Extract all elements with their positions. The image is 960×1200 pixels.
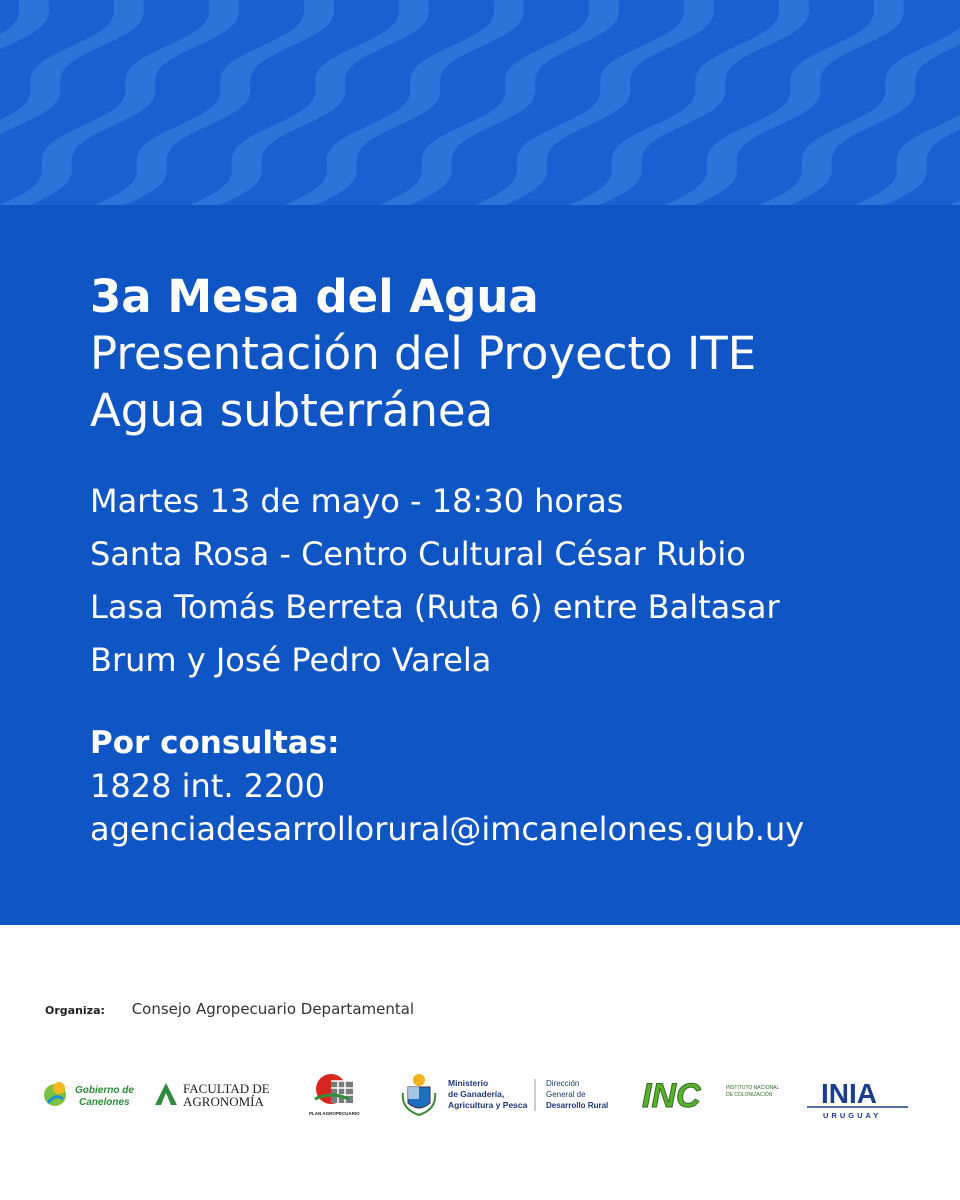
contact-email[interactable]: agenciadesarrollorural@imcanelones.gub.uy [90, 810, 805, 848]
contact-block [90, 722, 930, 851]
inc-logo [640, 1075, 790, 1115]
facultad-text-2: AGRONOMÍA [183, 1094, 264, 1109]
inc-sub-2: DE COLONIZACIÓN [726, 1092, 773, 1098]
title-block [90, 268, 930, 439]
organiza-label: Organiza: [45, 1004, 105, 1017]
contact-phone: 1828 int. 2200 [90, 767, 326, 805]
plan-agropecuario-logo [305, 1069, 365, 1119]
mgap-text-3: Agricultura y Pesca [448, 1100, 528, 1110]
dgdr-text-1: Dirección [546, 1079, 580, 1088]
event-address-line1: Lasa Tomás Berreta (Ruta 6) entre Baltasar [90, 588, 780, 626]
mgap-logo [400, 1071, 615, 1119]
event-subtitle-line1: Presentación del Proyecto ITE [90, 327, 757, 380]
dgdr-text-3: Desarrollo Rural [546, 1101, 609, 1110]
plan-agropecuario-emblem-icon [305, 1069, 365, 1119]
partner-logos [0, 1065, 960, 1135]
plan-text: PLAN AGROPECUARIO [309, 1111, 360, 1116]
event-title: 3a Mesa del Agua [90, 270, 539, 323]
inc-text: INC [642, 1077, 701, 1115]
canelones-logo [43, 1075, 138, 1115]
facultad-text-1: FACULTAD DE [183, 1081, 270, 1096]
event-date-time: Martes 13 de mayo - 18:30 horas [90, 482, 624, 520]
event-subtitle-line2: Agua subterránea [90, 384, 494, 437]
facultad-agronomia-emblem-icon [153, 1079, 273, 1111]
mgap-emblem-icon [400, 1071, 615, 1119]
mgap-text-2: de Ganadería, [448, 1089, 505, 1099]
canelones-text-1: Gobierno de [75, 1085, 134, 1096]
inia-text: INIA [821, 1078, 877, 1109]
inia-logo [805, 1073, 910, 1121]
event-address-line2: Brum y José Pedro Varela [90, 641, 492, 679]
organizer-name: Consejo Agropecuario Departamental [131, 1000, 415, 1018]
canelones-text-2: Canelones [79, 1097, 130, 1108]
inia-emblem-icon [805, 1073, 910, 1121]
main-panel [0, 205, 960, 925]
inc-sub-1: INSTITUTO NACIONAL [726, 1085, 780, 1091]
event-venue: Santa Rosa - Centro Cultural César Rubio [90, 535, 746, 573]
inc-emblem-icon [640, 1075, 790, 1115]
inia-sub: URUGUAY [823, 1111, 882, 1120]
wave-pattern [0, 0, 960, 205]
dgdr-text-2: General de [546, 1090, 586, 1099]
mgap-text-1: Ministerio [448, 1078, 489, 1088]
event-details [90, 475, 890, 687]
contact-label: Por consultas: [90, 725, 340, 761]
footer [0, 925, 960, 1200]
facultad-agronomia-logo [153, 1079, 273, 1111]
wave-pattern-header [0, 0, 960, 205]
canelones-emblem-icon [43, 1075, 138, 1115]
organizer-row [45, 1000, 414, 1018]
